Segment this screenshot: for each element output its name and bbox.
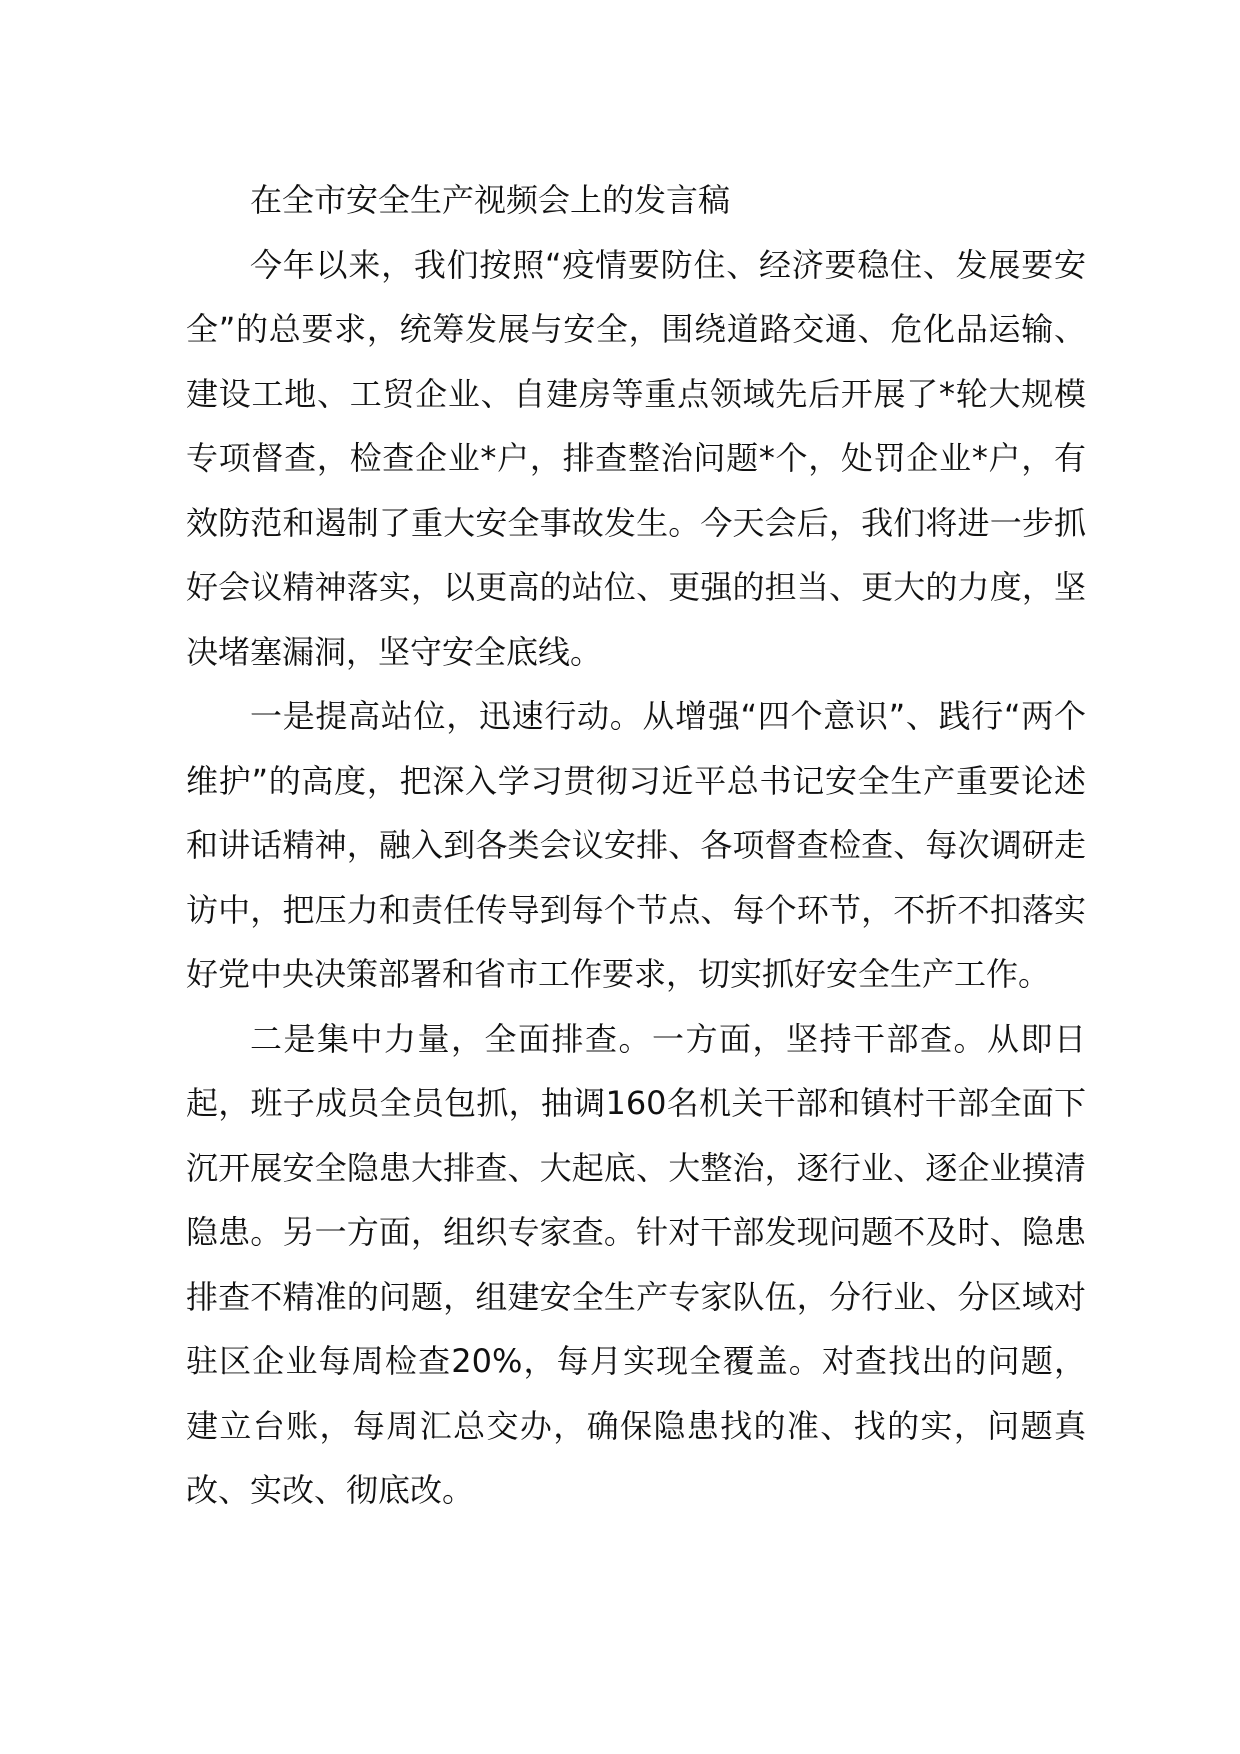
document-title: 在全市安全生产视频会上的发言稿 [250,181,731,219]
paragraph-intro: 今年以来，我们按照“疫情要防住、经济要稳住、发展要安全”的总要求，统筹发展与安全，围绕道路交通、危化品运输、建设工地、工贸企业、自建房等重点领域先后开展了*轮大规模专项督查，检查企业*户，排查整治问题*个，处罚企业*户，有效防范和遏制了重大安全事故发生。今天会后，我们将进一步抓好会议精神落实，以更高的站位、更强的担当、更大的力度，坚决堵塞漏洞，坚守安全底线。 [186,245,1086,671]
document-body [186,168,1086,1523]
paragraph-point-two: 二是集中力量，全面排查。一方面，坚持干部查。从即日起，班子成员全员包抓，抽调160名机关干部和镇村干部全面下沉开展安全隐患大排查、大起底、大整治，逐行业、逐企业摸清隐患。另一方面，组织专家查。针对干部发现问题不及时、隐患排查不精准的问题，组建安全生产专家队伍，分行业、分区域对驻区企业每周检查20%，每月实现全覆盖。对查找出的问题，建立台账，每周汇总交办，确保隐患找的准、找的实，问题真改、实改、彻底改。 [186,1019,1086,1509]
paragraph-point-one: 一是提高站位，迅速行动。从增强“四个意识”、践行“两个维护”的高度，把深入学习贯彻习近平总书记安全生产重要论述和讲话精神，融入到各类会议安排、各项督查检查、每次调研走访中，把压力和责任传导到每个节点、每个环节，不折不扣落实好党中央决策部署和省市工作要求，切实抓好安全生产工作。 [186,697,1086,993]
